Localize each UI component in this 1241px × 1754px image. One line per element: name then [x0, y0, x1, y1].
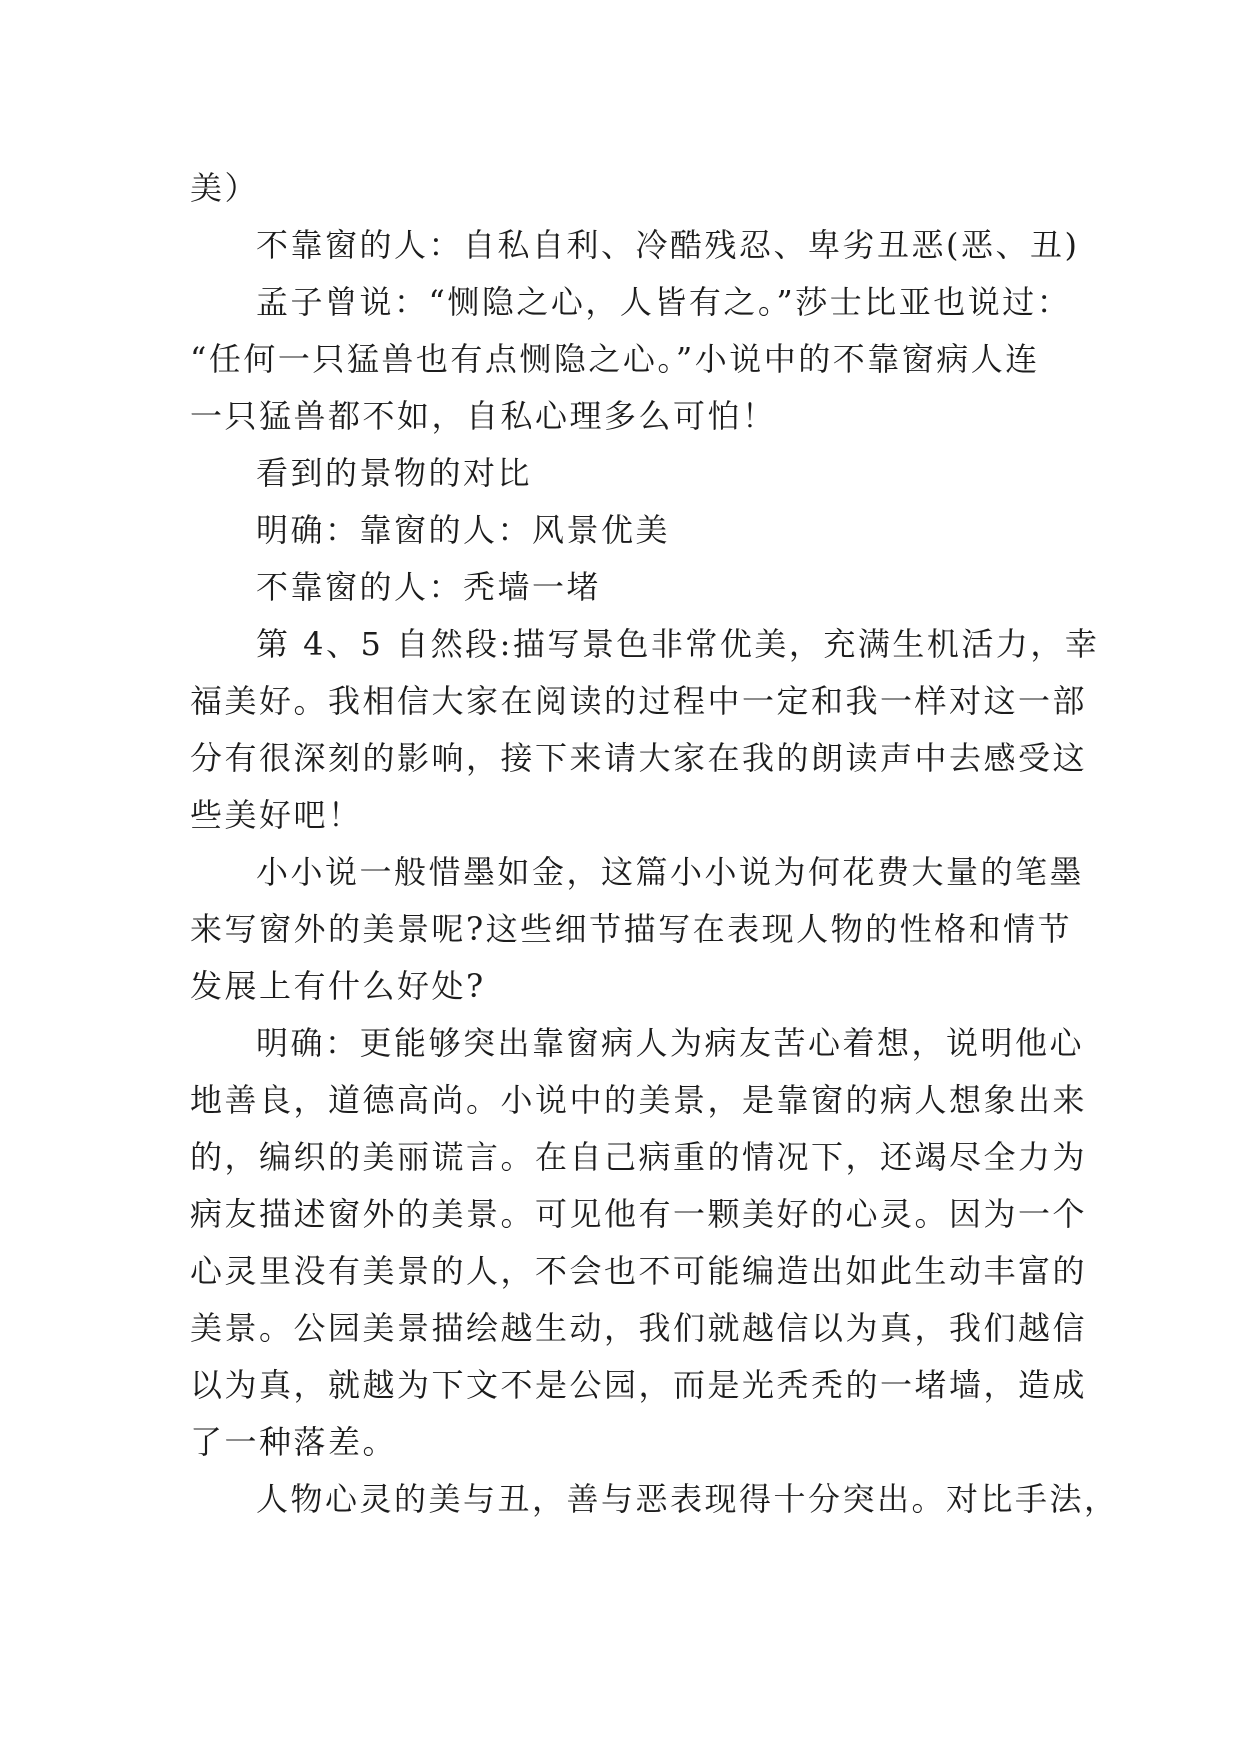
text-line: 美景。公园美景描绘越生动，我们就越信以为真，我们越信: [190, 1309, 1088, 1347]
text-line: 第 4、5 自然段:描写景色非常优美，充满生机活力，幸: [256, 625, 1100, 663]
text-line: 美）: [190, 169, 260, 207]
text-line: 的，编织的美丽谎言。在自己病重的情况下，还竭尽全力为: [190, 1138, 1088, 1176]
text-line: 分有很深刻的影响，接下来请大家在我的朗读声中去感受这: [190, 739, 1088, 777]
text-line: 明确：更能够突出靠窗病人为病友苦心着想，说明他心: [256, 1024, 1085, 1062]
text-line: 小小说一般惜墨如金，这篇小小说为何花费大量的笔墨: [256, 853, 1085, 891]
text-line: 一只猛兽都不如，自私心理多么可怕！: [190, 397, 777, 435]
text-line: 心灵里没有美景的人，不会也不可能编造出如此生动丰富的: [190, 1252, 1088, 1290]
text-line: 看到的景物的对比: [256, 454, 533, 492]
text-line: 不靠窗的人：自私自利、冷酷残忍、卑劣丑恶(恶、丑): [256, 226, 1080, 264]
text-line: 地善良，道德高尚。小说中的美景，是靠窗的病人想象出来: [190, 1081, 1088, 1119]
text-line: “任何一只猛兽也有点恻隐之心。”小说中的不靠窗病人连: [190, 340, 1040, 378]
text-line: 以为真，就越为下文不是公园，而是光秃秃的一堵墙，造成: [190, 1366, 1088, 1404]
text-line: 人物心灵的美与丑，善与恶表现得十分突出。对比手法，: [256, 1480, 1119, 1518]
text-line: 病友描述窗外的美景。可见他有一颗美好的心灵。因为一个: [190, 1195, 1088, 1233]
text-line: 不靠窗的人：秃墙一堵: [256, 568, 602, 606]
text-line: 来写窗外的美景呢?这些细节描写在表现人物的性格和情节: [190, 910, 1073, 948]
text-line: 福美好。我相信大家在阅读的过程中一定和我一样对这一部: [190, 682, 1088, 720]
text-line: 了一种落差。: [190, 1423, 398, 1461]
text-line: 发展上有什么好处?: [190, 967, 486, 1005]
document-body: [190, 160, 1119, 1528]
text-line: 些美好吧！: [190, 796, 363, 834]
text-line: 孟子曾说：“恻隐之心，人皆有之。”莎士比亚也说过：: [256, 283, 1072, 321]
text-line: 明确：靠窗的人：风景优美: [256, 511, 671, 549]
